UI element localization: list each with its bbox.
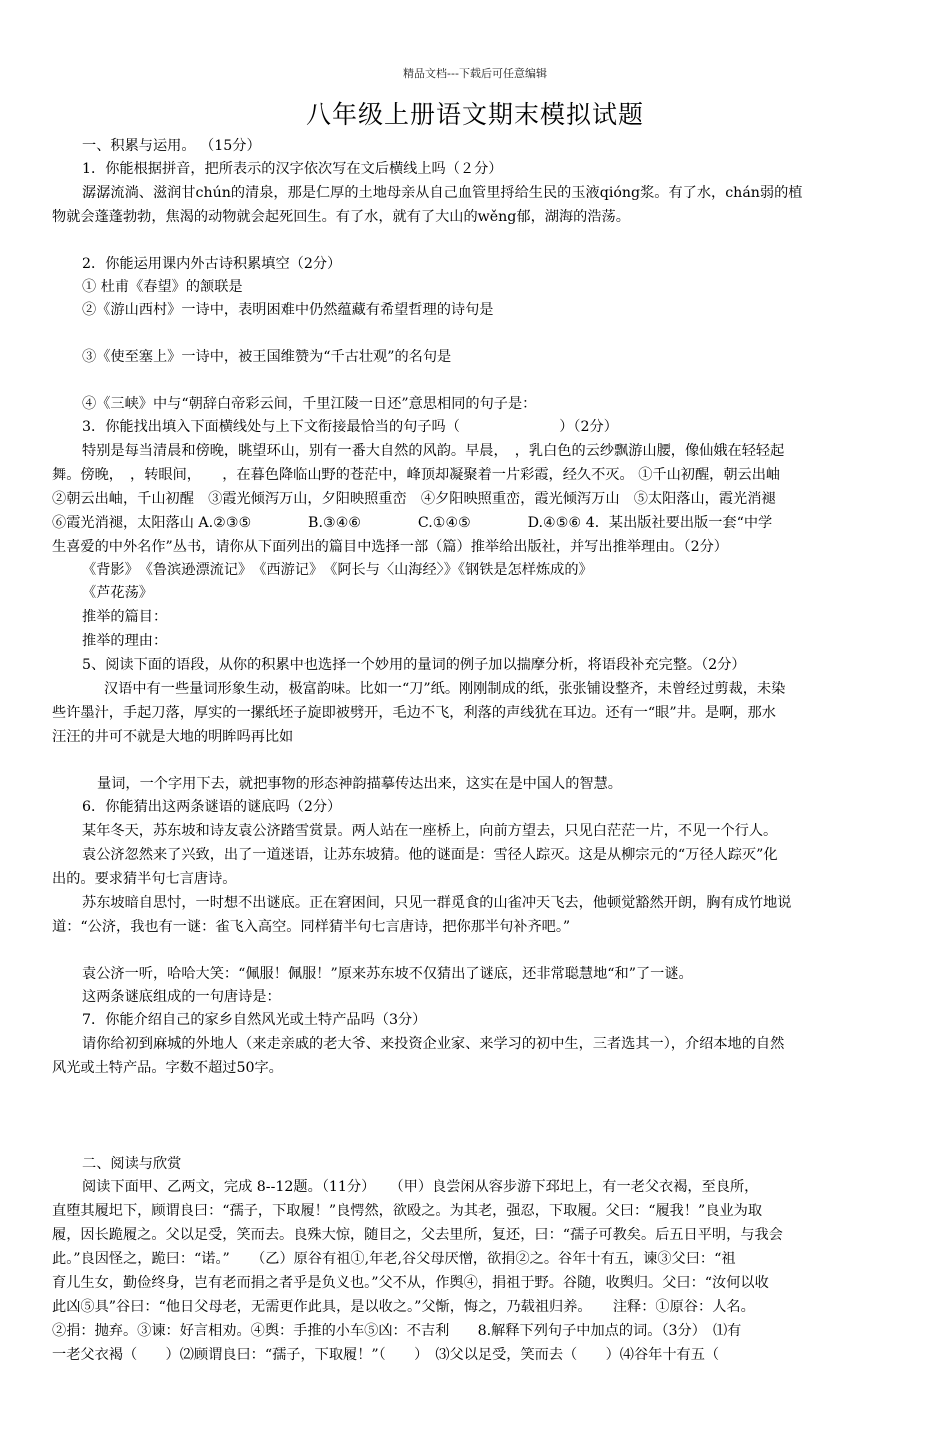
text-line: 物就会蓬蓬勃勃，焦渴的动物就会起死回生。有了水，就有了大山的wěng郁，湖海的浩荡。 xyxy=(52,209,630,225)
text-line: 履，因长跪履之。父以足受，笑而去。良殊大惊，随目之，父去里所，复还，曰：“孺子可教矣。后五日平明，与我会 xyxy=(52,1227,783,1243)
text-line: 推举的篇目： xyxy=(82,609,168,625)
text-line: ②朝云出岫，千山初醒 ③霞光倾泻万山，夕阳映照重峦 ④夕阳映照重峦，霞光倾泻万山 ⑤太阳落山，霞光消褪 xyxy=(52,491,776,507)
page-header: 精品文档---下载后可任意编辑 xyxy=(403,67,547,80)
text-line: 出的。要求猜半句七言唐诗。 xyxy=(52,871,237,887)
text-line: 这两条谜底组成的一句唐诗是： xyxy=(82,989,281,1005)
text-line: 某年冬天，苏东坡和诗友袁公济踏雪赏景。两人站在一座桥上，向前方望去，只见白茫茫一片，不见一个行人。 xyxy=(82,823,778,839)
text-line: 道：“公济，我也有一谜：雀飞入高空。同样猜半句七言唐诗，把你那半句补齐吧。” xyxy=(52,919,571,935)
text-line: ②《游山西村》一诗中，表明困难中仍然蕴藏有希望哲理的诗句是 xyxy=(82,302,494,318)
text-line: 请你给初到麻城的外地人（来走亲戚的老大爷、来投资企业家、来学习的初中生，三者选其一），介绍本地的自然 xyxy=(82,1036,785,1052)
question-7: 7．你能介绍自己的家乡自然风光或土特产品吗（3分） xyxy=(82,1012,427,1028)
text-line: 此凶⑤具”谷曰：“他日父母老，无需更作此具，是以收之。”父惭，悔之，乃载祖归养。 注释：①原谷：人名。 xyxy=(52,1299,755,1315)
text-line: 舞。傍晚， ，转眼间， ，在暮色降临山野的苍茫中，峰顶却凝聚着一片彩霞，经久不灭。 ①千山初醒，朝云出岫 xyxy=(52,467,781,483)
question-6: 6．你能猜出这两条谜语的谜底吗（2分） xyxy=(82,799,342,815)
text-line: 此。”良因怪之，跪曰：“诺。” （乙）原谷有祖①,年老,谷父母厌憎，欲捐②之。谷年十有五，谏③父曰：“祖 xyxy=(52,1251,736,1267)
text-line: 特别是每当清晨和傍晚，眺望环山，别有一番大自然的风韵。早晨， ，乳白色的云纱飘游山腰，像仙娥在轻轻起 xyxy=(82,443,785,459)
text-line: 一老父衣褐（ ）⑵顾谓良曰：“孺子，下取履！”（ ） ⑶父以足受，笑而去（ ）⑷谷年十有五（ xyxy=(52,1347,720,1363)
question-5: 5、阅读下面的语段，从你的积累中也选择一个妙用的量词的例子加以揣摩分析，将语段补充完整。（2分） xyxy=(82,657,746,673)
question-1: 1．你能根据拼音，把所表示的汉字依次写在文后横线上吗（２分） xyxy=(82,161,503,177)
text-line: 阅读下面甲、乙两文，完成 8--12题。（11分） （甲）良尝闲从容步游下邳圯上，有一老父衣褐，至良所， xyxy=(82,1179,759,1195)
text-line: 潺潺流淌、滋润甘chún的清泉，那是仁厚的土地母亲从自己血管里捋给生民的玉液qióng浆。有了水，chán弱的植 xyxy=(82,185,803,201)
question-3: 3．你能找出填入下面横线处与上下文衔接最恰当的句子吗（ ）（2分） xyxy=(82,419,618,435)
text-line: 袁公济一听，哈哈大笑：“佩服！佩服！”原来苏东坡不仅猜出了谜底，还非常聪慧地“和”了一谜。 xyxy=(82,966,693,982)
text-line: 量词，一个字用下去，就把事物的形态神韵描摹传达出来，这实在是中国人的智慧。 xyxy=(97,776,622,792)
text-line: 推举的理由： xyxy=(82,633,168,649)
text-line: 《芦花荡》 xyxy=(82,585,153,601)
text-line: 生喜爱的中外名作”丛书，请你从下面列出的篇目中选择一部（篇）推举给出版社，并写出推举理由。（2分） xyxy=(52,539,728,555)
section-heading: 一、积累与运用。 （15分） xyxy=(82,138,261,154)
text-line: 直堕其履圯下，顾谓良曰：“孺子，下取履！”良愕然，欲殴之。为其老，强忍，下取履。父曰：“履我！”良业为取 xyxy=(52,1203,763,1219)
text-line: 风光或土特产品。字数不超过50字。 xyxy=(52,1060,283,1076)
question-2: 2．你能运用课内外古诗积累填空（2分） xyxy=(82,256,342,272)
section-heading: 二、阅读与欣赏 xyxy=(82,1156,182,1172)
text-line: 苏东坡暗自思忖，一时想不出谜底。正在窘困间，只见一群觅食的山雀冲天飞去，他顿觉豁然开朗，胸有成竹地说 xyxy=(82,895,792,911)
text-line: ③《使至塞上》一诗中，被王国维赞为“千古壮观”的名句是 xyxy=(82,349,452,365)
text-line: 汉语中有一些量词形象生动，极富韵味。比如一“刀”纸。刚刚制成的纸，张张铺设整齐，未曾经过剪裁，未染 xyxy=(104,681,786,697)
page-title: 八年级上册语文期末模拟试题 xyxy=(305,100,644,129)
text-line: ⑥霞光消褪，太阳落山 A.②③⑤ B.③④⑥ C.①④⑤ D.④⑤⑥ 4．某出版社要出版一套“中学 xyxy=(52,515,773,531)
text-line: 育儿生女，勤俭终身，岂有老而捐之者乎是负义也。”父不从，作舆④，捐祖于野。谷随，收舆归。父曰：“汝何以收 xyxy=(52,1275,769,1291)
text-line: ④《三峡》中与“朝辞白帝彩云间，千里江陵一日还”意思相同的句子是： xyxy=(82,396,537,412)
text-line: 《背影》 《鲁滨逊漂流记》 《西游记》 《阿长与〈山海经〉》《钢铁是怎样炼成的》 xyxy=(82,562,593,578)
text-line: 些许墨汁，手起刀落，厚实的一摞纸坯子旋即被劈开，毛边不飞，利落的声线犹在耳边。还有一“眼”井。是啊，那水 xyxy=(52,705,776,721)
text-line: ②捐：抛弃。③谏：好言相劝。④舆：手推的小车⑤凶：不吉利 8.解释下列句子中加点的词。（3分） ⑴有 xyxy=(52,1323,742,1339)
text-line: 袁公济忽然来了兴致，出了一道迷语，让苏东坡猜。他的谜面是：雪径人踪灭。这是从柳宗元的“万径人踪灭”化 xyxy=(82,847,778,863)
text-line: ① 杜甫《春望》的颔联是 xyxy=(82,279,243,295)
text-line: 汪汪的井可不就是大地的明眸吗再比如 xyxy=(52,729,294,745)
